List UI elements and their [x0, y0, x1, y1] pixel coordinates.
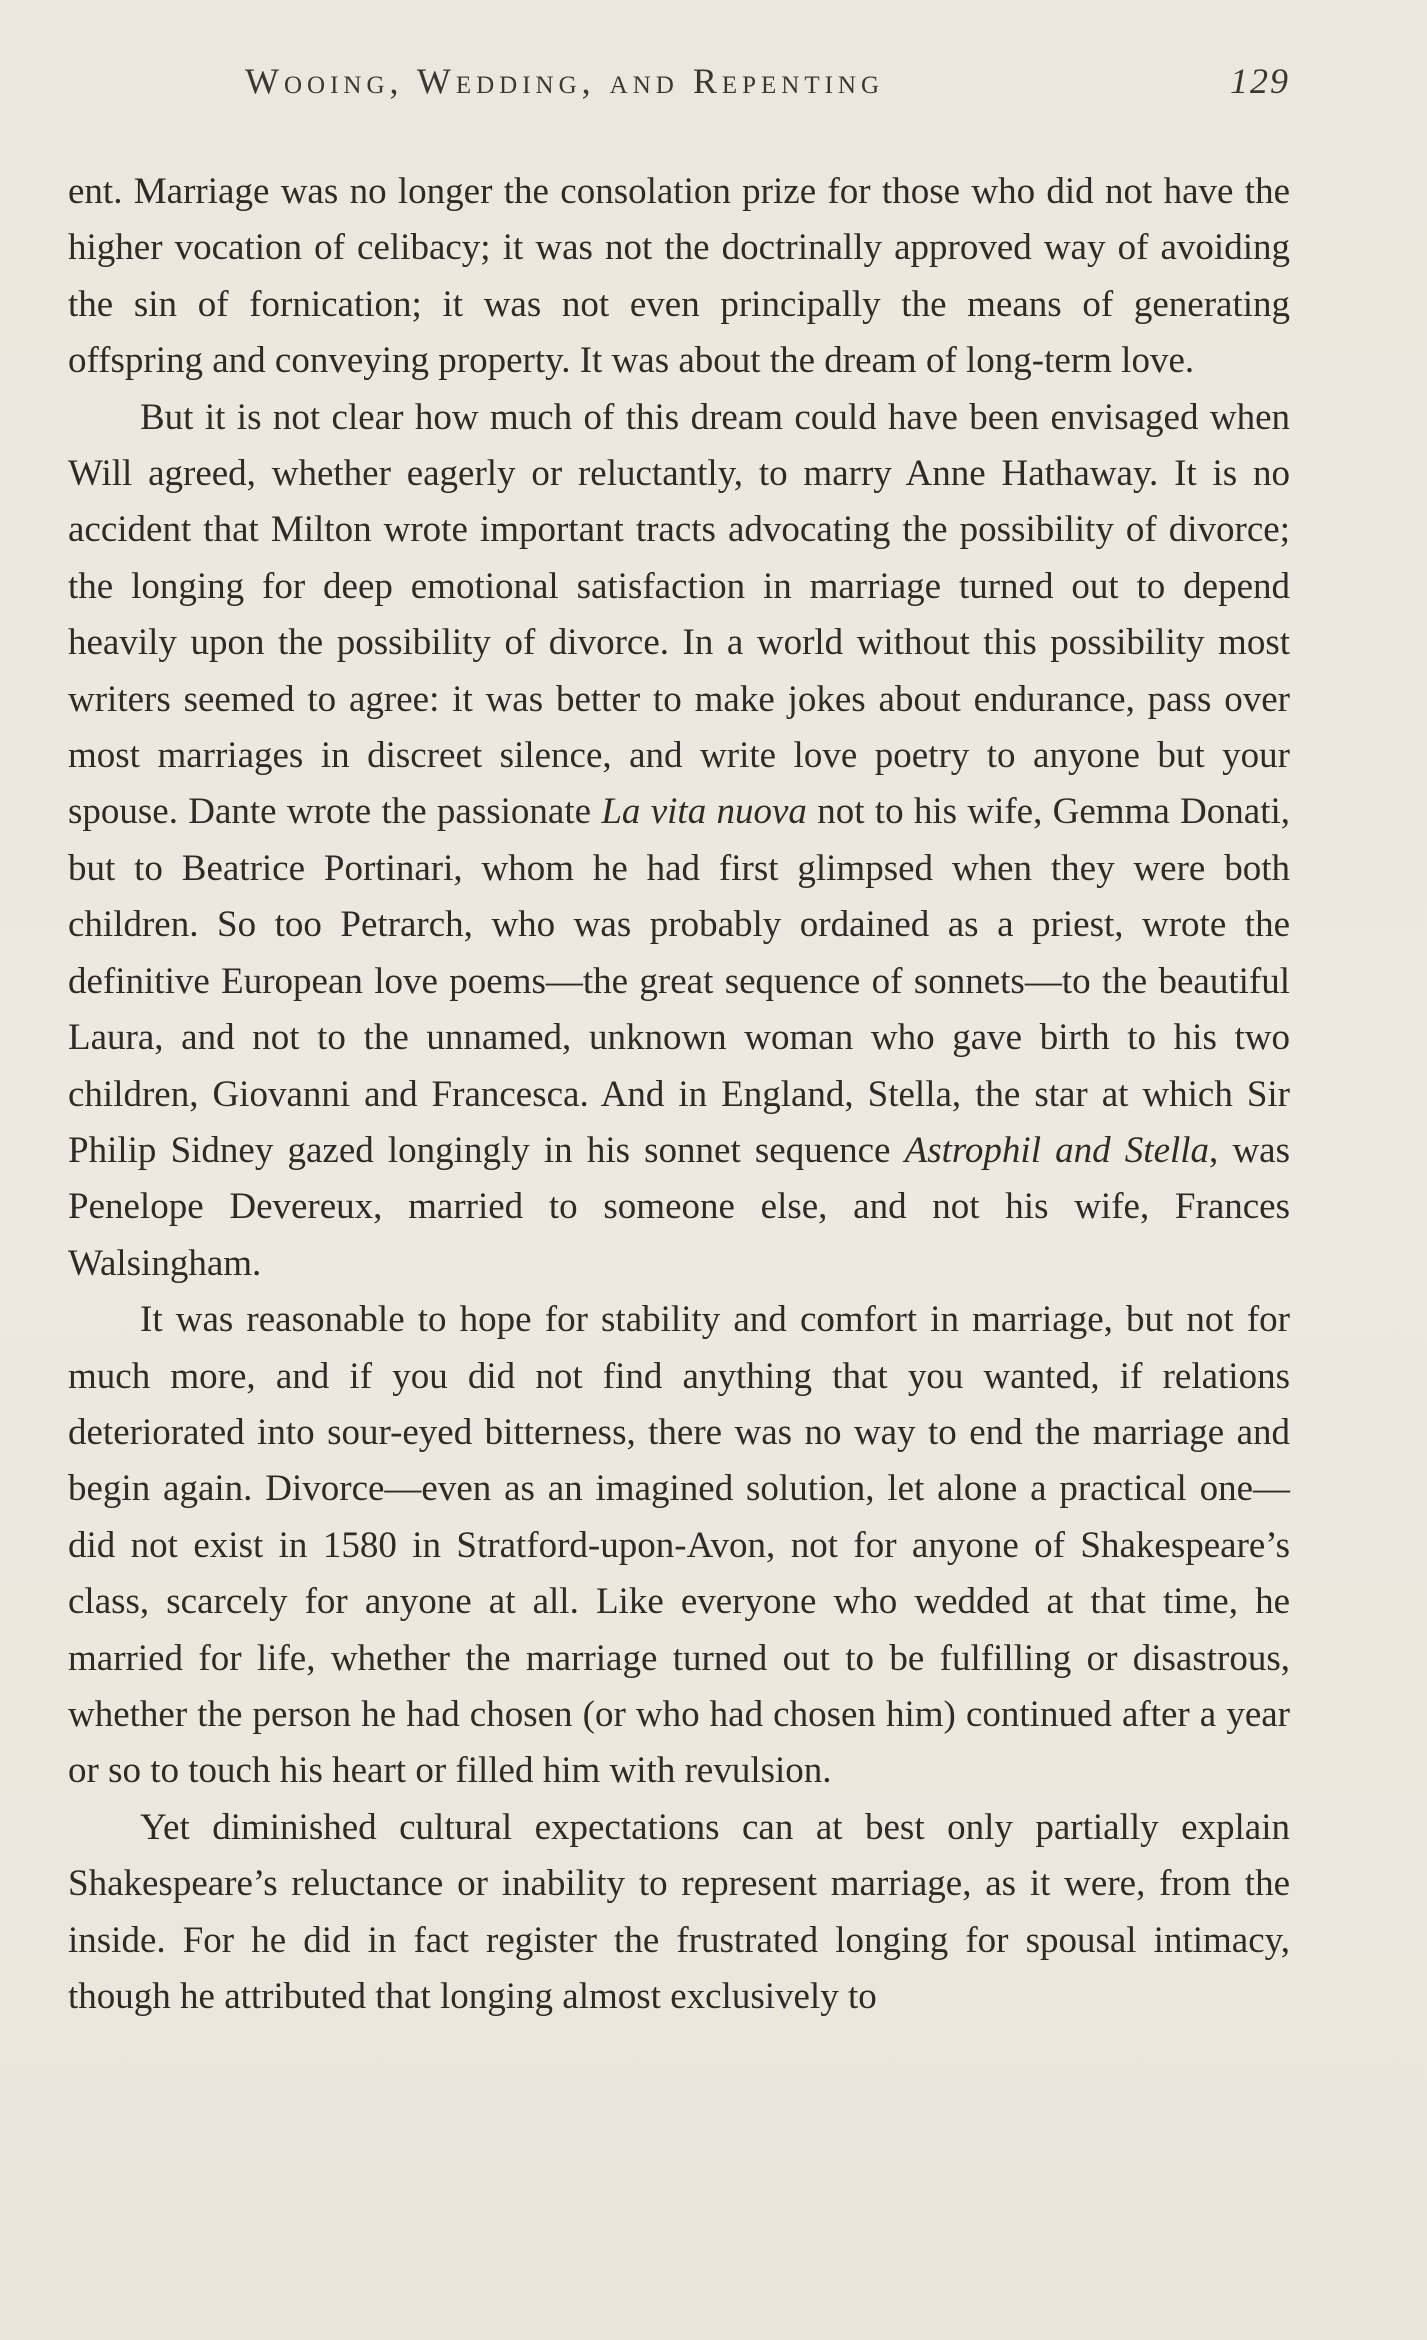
paragraph-text: ent. Marriage was no longer the consolation prize for those who did not have the higher vocation of celibacy; it was not the doctrinally approved way of avoiding the sin of fornication; it was not even principally the means of generating offspring and conveying property. It was about the dream of long-term love.: [68, 171, 1290, 382]
running-head: [245, 56, 1290, 106]
paragraph-4: [68, 1800, 1290, 2026]
paragraph-text: It was reasonable to hope for stability and comfort in marriage, but not for much more, and if you did not find anything that you wanted, if relations deteriorated into sour-eyed bitterness, there was no way to end the marriage and begin again. Divorce—even as an imagined solution, let alone a practical one—did not exist in 1580 in Stratford-upon-Avon, not for anyone of Shakespeare’s class, scarcely for anyone at all. Like everyone who wedded at that time, he married for life, whether the marriage turned out to be fulfilling or disastrous, whether the person he had chosen (or who had chosen him) continued after a year or so to touch his heart or filled him with revulsion.: [68, 1299, 1290, 1792]
body-text: [68, 164, 1290, 2025]
title-astrophil-and-stella: Astrophil and Stella: [904, 1129, 1210, 1171]
page-number: 129: [1230, 61, 1290, 101]
paragraph-text: , was Penelope Devereux, married to someone else, and not his wife, Frances Walsingham.: [68, 1129, 1290, 1284]
paragraph-2: [68, 390, 1290, 1293]
paragraph-3: [68, 1292, 1290, 1800]
title-la-vita-nuova: La vita nuova: [601, 791, 807, 833]
paragraph-text: Yet diminished cultural expectations can at best only partially explain Shakespeare’s reluctance or inability to represent marriage, as it were, from the inside. For he did in fact register the frustrated longing for spousal intimacy, though he attributed that longing almost exclusively to: [68, 1806, 1290, 2017]
paragraph-text: not to his wife, Gemma Donati, but to Beatrice Portinari, whom he had first glimpsed when they were both children. So too Petrarch, who was probably ordained as a priest, wrote the definitive European love poems—the great sequence of sonnets—to the beautiful Laura, and not to the unnamed, unknown woman who gave birth to his two children, Giovanni and Francesca. And in England, Stella, the star at which Sir Philip Sidney gazed longingly in his sonnet sequence: [68, 791, 1291, 1171]
paragraph-text: But it is not clear how much of this dream could have been envisaged when Will agreed, whether eagerly or reluctantly, to marry Anne Hathaway. It is no accident that Milton wrote important tracts advocating the possibility of divorce; the longing for deep emotional satisfaction in marriage turned out to depend heavily upon the possibility of divorce. In a world without this possibility most writers seemed to agree: it was better to make jokes about endurance, pass over most marriages in discreet silence, and write love poetry to anyone but your spouse. Dante wrote the passionate: [68, 396, 1290, 833]
running-head-title: Wooing, Wedding, and Repenting: [245, 61, 885, 101]
paragraph-1: [68, 164, 1290, 390]
